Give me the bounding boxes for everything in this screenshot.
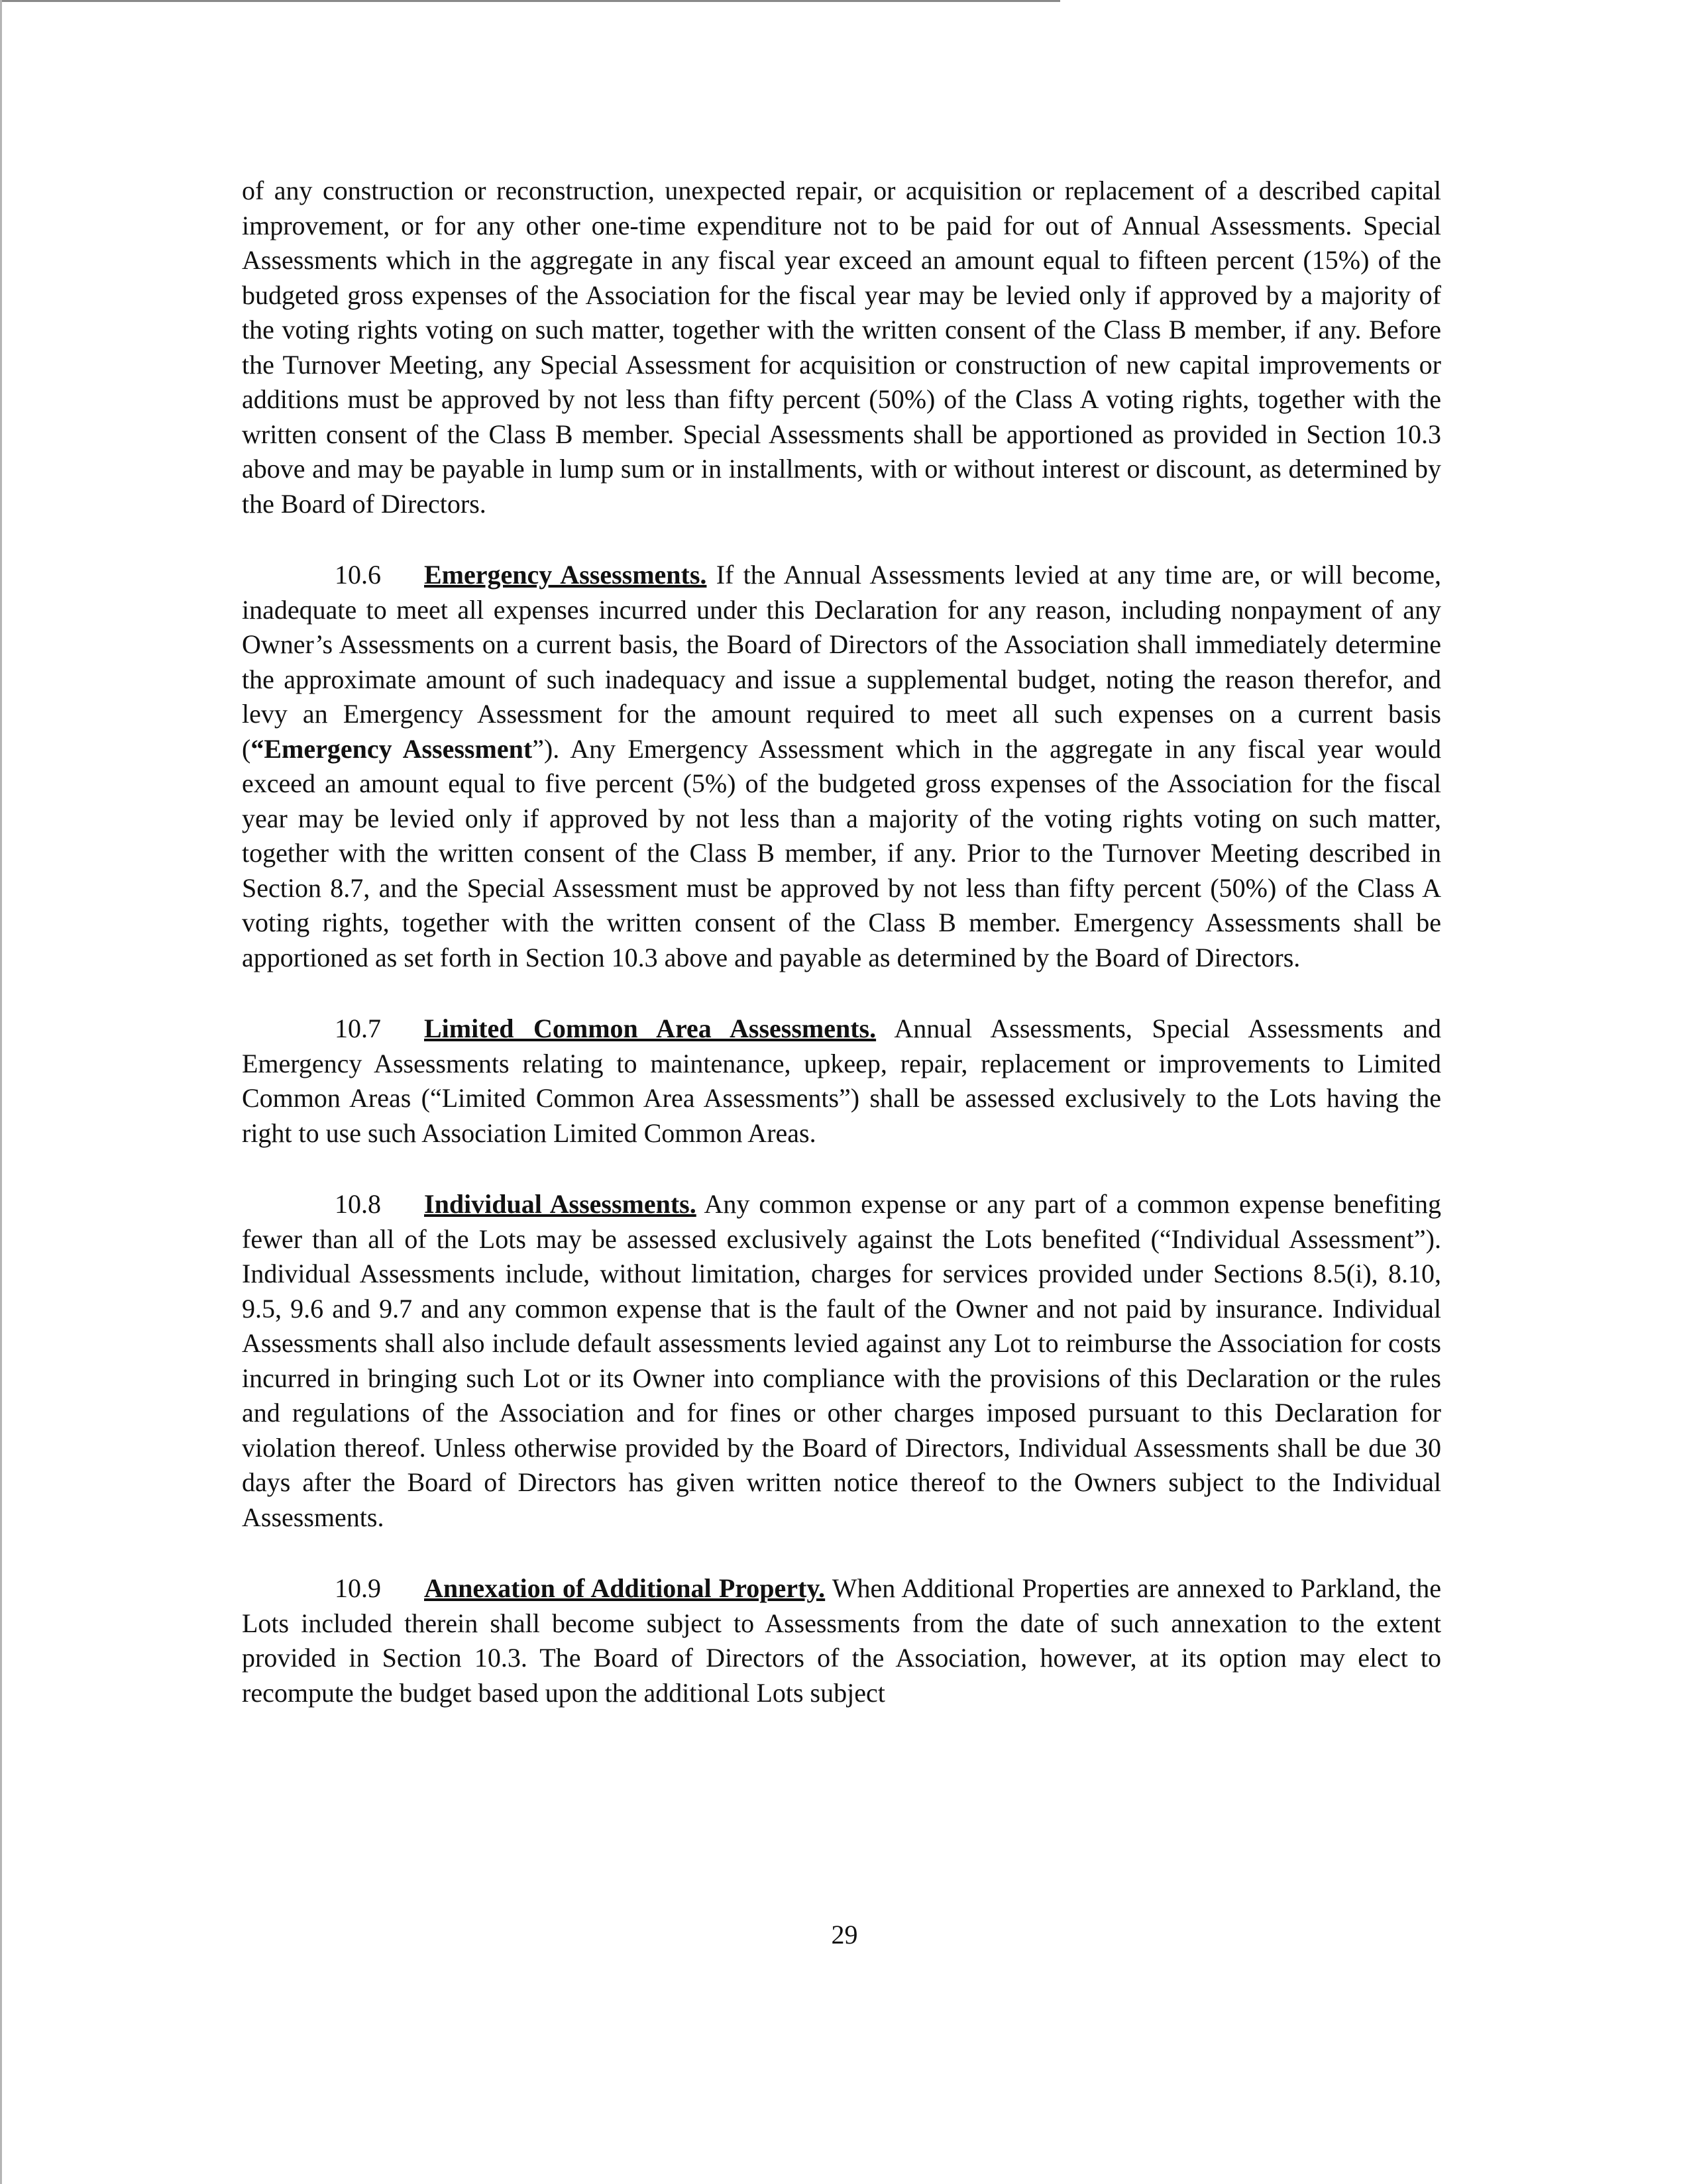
section-10-8-text: Any common expense or any part of a common expense benefiting fewer than all of the Lots may be assessed exclusively against the Lots benefited (“Individual Assessment”). Individual Assessments include, without limitation, charges for services provided under Sections 8.5(i), 8.10, 9.5, 9.6 and 9.7 and any common expense that is the fault of the Owner and not paid by insurance. Individual Assessments shall also include default assessments levied against any Lot to reimburse the Association for costs incurred in bringing such Lot or its Owner into compliance with the provisions of this Declaration or the rules and regulations of the Association and for fines or other charges imposed pursuant to this Declaration for violation thereof. Unless otherwise provided by the Board of Directors, Individual Assessments shall be due 30 days after the Board of Directors has given written notice thereof to the Owners subject to the Individual Assessments.	[242, 1189, 1441, 1532]
section-10-6-number: 10.6	[335, 560, 381, 590]
page-number: 29	[831, 1920, 858, 1950]
section-10-7-number: 10.7	[335, 1014, 381, 1043]
section-10-9-text: When Additional Properties are annexed to Parkland, the Lots included therein shall become subject to Assessments from the date of such annexation to the extent provided in Section 10.3. The Board of Directors of the Association, however, at its option may elect to recompute the budget based upon the additional Lots subject	[242, 1573, 1442, 1708]
section-10-8-heading: Individual Assessments.	[424, 1189, 696, 1219]
scan-left-edge	[0, 0, 2, 2184]
paragraph-continuation	[242, 174, 1441, 521]
section-10-6-heading: Emergency Assessments.	[424, 560, 707, 590]
document-body	[242, 174, 1441, 1747]
section-10-6-text: If the Annual Assessments levied at any time are, or will become, inadequate to meet all expenses incurred under this Declaration for any reason, including nonpayment of any Owner’s Assessments on a current basis, the Board of Directors of the Association shall immediately determine the approximate amount of such inadequacy and issue a supplemental budget, noting the reason therefor, and levy an Emergency Assessment for the amount required to meet all such expenses on a current basis (	[242, 560, 1442, 764]
section-10-6-text-cont: ”). Any Emergency Assessment which in the aggregate in any fiscal year would exceed an amount equal to five percent (5%) of the budgeted gross expenses of the Association for the fiscal year may be levied only if approved by not less than a majority of the voting rights voting on such matter, together with the written consent of the Class B member, if any. Prior to the Turnover Meeting described in Section 8.7, and the Special Assessment must be approved by not less than fifty percent (50%) of the Class A voting rights, together with the written consent of the Class B member. Emergency Assessments shall be apportioned as set forth in Section 10.3 above and payable as determined by the Board of Directors.	[242, 733, 1441, 972]
section-10-6	[242, 558, 1441, 975]
section-10-9-heading: Annexation of Additional Property.	[424, 1573, 826, 1603]
paragraph-continuation-text: of any construction or reconstruction, unexpected repair, or acquisition or replacement of a described capital improvement, or for any other one-time expenditure not to be paid for out of Annual Assessments. Special Assessments which in the aggregate in any fiscal year exceed an amount equal to fifteen percent (15%) of the budgeted gross expenses of the Association for the fiscal year may be levied only if approved by a majority of the voting rights voting on such matter, together with the written consent of the Class B member, if any. Before the Turnover Meeting, any Special Assessment for acquisition or construction of new capital improvements or additions must be approved by not less than fifty percent (50%) of the Class A voting rights, together with the written consent of the Class B member. Special Assessments shall be apportioned as provided in Section 10.3 above and may be payable in lump sum or in installments, with or without interest or discount, as determined by the Board of Directors.	[242, 176, 1441, 519]
defined-term-emergency-assessment: “Emergency Assessment	[250, 733, 533, 764]
section-10-8-number: 10.8	[335, 1189, 381, 1219]
section-10-7-heading: Limited Common Area Assessments.	[424, 1014, 877, 1043]
section-10-7-text: Annual Assessments, Special Assessments and Emergency Assessments relating to maintenance, upkeep, repair, replacement or improvements to Limited Common Areas (“Limited Common Area Assessments”) shall be assessed exclusively to the Lots having the right to use such Association Limited Common Areas.	[242, 1014, 1441, 1148]
section-10-9-number: 10.9	[335, 1573, 381, 1603]
section-10-9	[242, 1571, 1441, 1710]
section-10-8	[242, 1187, 1441, 1535]
scan-top-edge	[0, 0, 1060, 2]
section-10-7	[242, 1012, 1441, 1151]
